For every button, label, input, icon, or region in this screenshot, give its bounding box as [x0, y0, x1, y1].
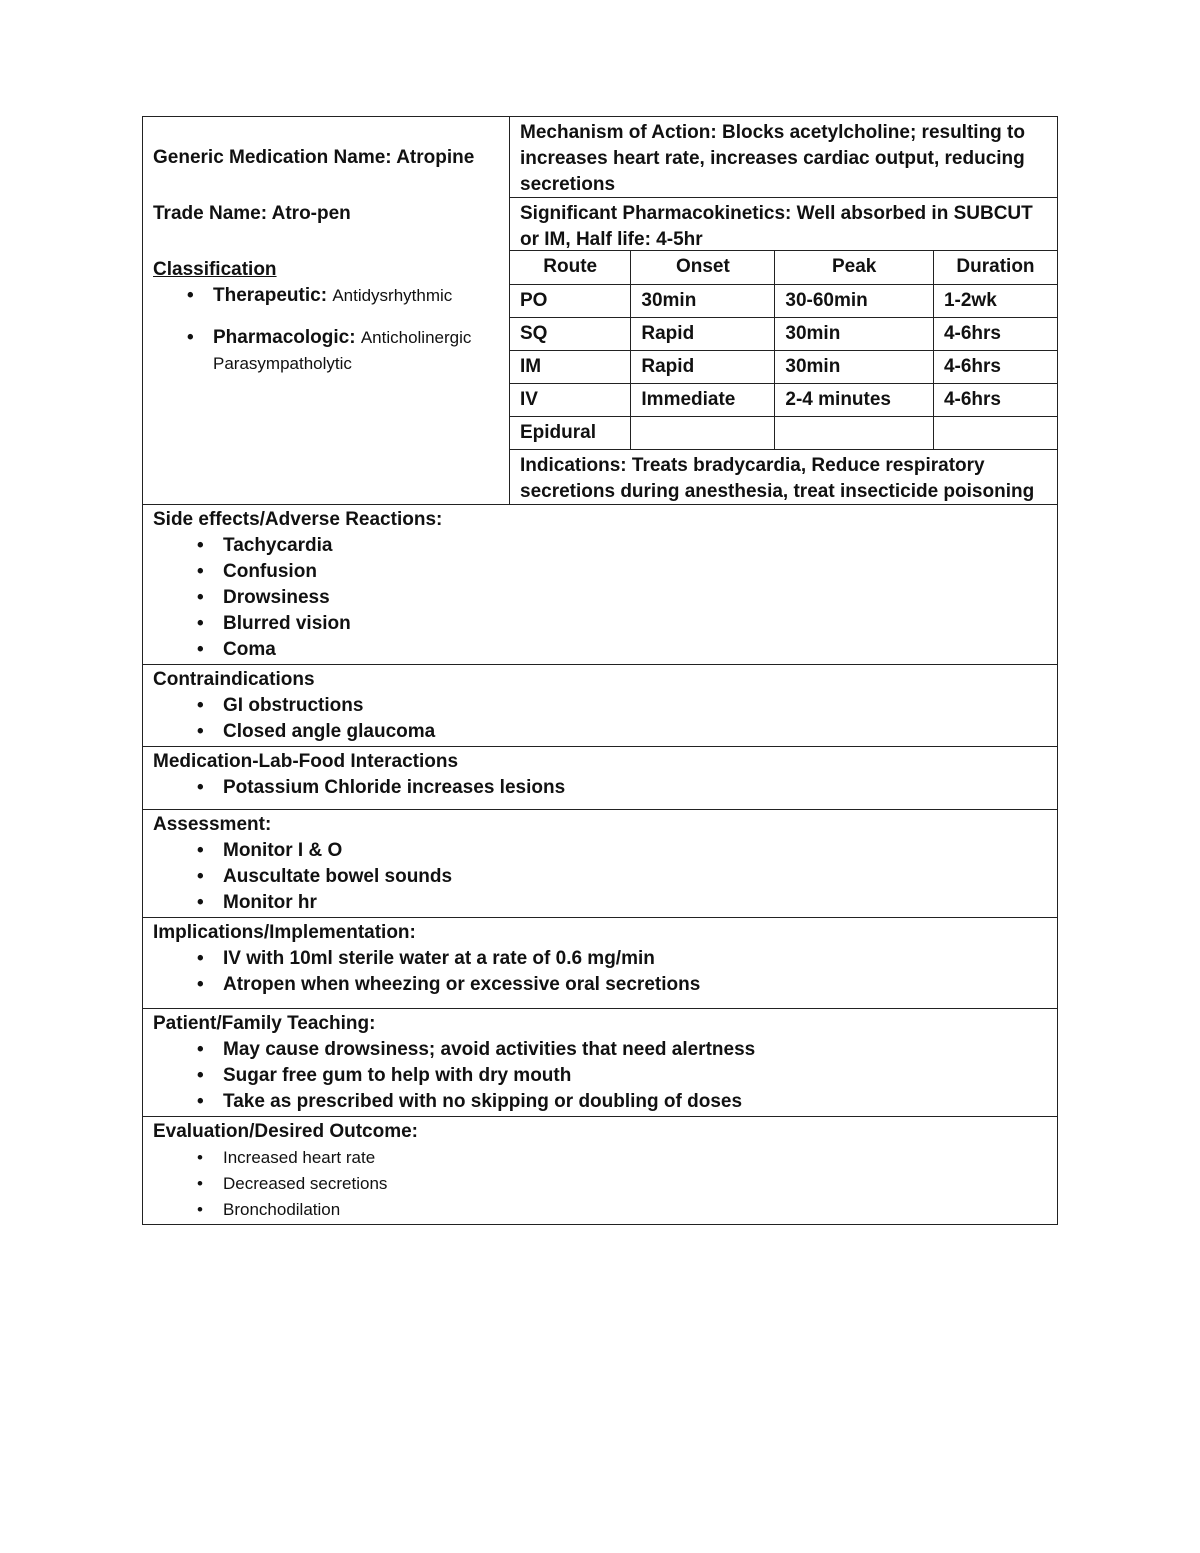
onset-cell: Rapid [631, 317, 775, 350]
interactions-list [153, 775, 1047, 801]
top-section [143, 117, 1057, 505]
therapeutic-item [153, 283, 499, 309]
mechanism-of-action: Mechanism of Action: Blocks acetylcholine; resulting to increases heart rate, increases cardiac output, reducing secretions [510, 117, 1057, 198]
classification-list [153, 283, 499, 377]
interactions-section [143, 747, 1057, 810]
route-cell: PO [510, 284, 631, 317]
list-item: • Increased heart rate [153, 1145, 1047, 1171]
list-item: • Atropen when wheezing or excessive oral secretions [153, 972, 1047, 998]
therapeutic-value: Antidysrhythmic [332, 286, 453, 305]
section-title: Side effects/Adverse Reactions: [153, 508, 443, 530]
section-title: Assessment: [153, 813, 272, 835]
route-cell: IM [510, 350, 631, 383]
table-row [510, 416, 1057, 449]
section-title: Implications/Implementation: [153, 921, 416, 943]
side-effects-section [143, 505, 1057, 665]
teaching-list [153, 1037, 1047, 1115]
pharmacologic-value: Anticholinergic Parasympatholytic [213, 328, 472, 373]
duration-cell [933, 416, 1057, 449]
list-item: • Monitor I & O [153, 838, 1047, 864]
list-item: • Tachycardia [153, 533, 1047, 559]
list-item: • Bronchodilation [153, 1197, 1047, 1223]
side-effects-list [153, 533, 1047, 663]
route-cell: SQ [510, 317, 631, 350]
list-item: • May cause drowsiness; avoid activities that need alertness [153, 1037, 1047, 1063]
peak-cell: 30min [775, 350, 934, 383]
list-item: • GI obstructions [153, 693, 1047, 719]
list-item: • Coma [153, 637, 1047, 663]
peak-cell: 2-4 minutes [775, 383, 934, 416]
list-item: • Monitor hr [153, 890, 1047, 916]
indications: Indications: Treats bradycardia, Reduce respiratory secretions during anesthesia, treat insecticide poisoning [520, 454, 1035, 502]
list-item: • Auscultate bowel sounds [153, 864, 1047, 890]
pharmacologic-item [153, 325, 499, 377]
section-title: Evaluation/Desired Outcome: [153, 1120, 419, 1142]
generic-name: Generic Medication Name: Atropine [153, 147, 475, 168]
onset-cell: Immediate [631, 383, 775, 416]
duration-cell: 1-2wk [933, 284, 1057, 317]
list-item: • Sugar free gum to help with dry mouth [153, 1063, 1047, 1089]
header-onset: Onset [631, 251, 775, 284]
table-row [510, 350, 1057, 383]
onset-cell [631, 416, 775, 449]
medication-card [142, 116, 1058, 1225]
route-table [510, 251, 1057, 450]
list-item: • Take as prescribed with no skipping or doubling of doses [153, 1089, 1047, 1115]
list-item: • Potassium Chloride increases lesions [153, 775, 1047, 801]
header-route: Route [510, 251, 631, 284]
evaluation-section [143, 1117, 1057, 1224]
peak-cell: 30-60min [775, 284, 934, 317]
section-title: Contraindications [153, 668, 315, 690]
duration-cell: 4-6hrs [933, 317, 1057, 350]
onset-cell: Rapid [631, 350, 775, 383]
classification-title: Classification [153, 259, 277, 280]
list-item: • IV with 10ml sterile water at a rate of 0.6 mg/min [153, 946, 1047, 972]
duration-cell: 4-6hrs [933, 383, 1057, 416]
peak-cell [775, 416, 934, 449]
pharmacologic-label: Pharmacologic: [213, 327, 356, 348]
table-row [510, 317, 1057, 350]
therapeutic-label: Therapeutic: [213, 285, 328, 306]
contraindications-list [153, 693, 1047, 745]
route-cell: IV [510, 383, 631, 416]
route-cell: Epidural [510, 416, 631, 449]
implications-list [153, 946, 1047, 998]
list-item: • Confusion [153, 559, 1047, 585]
table-row [510, 284, 1057, 317]
section-title: Medication-Lab-Food Interactions [153, 750, 459, 772]
pharmacology-panel [510, 117, 1057, 504]
duration-cell: 4-6hrs [933, 350, 1057, 383]
trade-name: Trade Name: Atro-pen [153, 203, 351, 224]
table-row [510, 383, 1057, 416]
assessment-list [153, 838, 1047, 916]
evaluation-list [153, 1145, 1047, 1223]
implications-section [143, 918, 1057, 1009]
onset-cell: 30min [631, 284, 775, 317]
header-duration: Duration [933, 251, 1057, 284]
header-peak: Peak [775, 251, 934, 284]
list-item: • Decreased secretions [153, 1171, 1047, 1197]
assessment-section [143, 810, 1057, 918]
contraindications-section [143, 665, 1057, 747]
teaching-section [143, 1009, 1057, 1117]
section-title: Patient/Family Teaching: [153, 1012, 376, 1034]
pharmacokinetics: Significant Pharmacokinetics: Well absorbed in SUBCUT or IM, Half life: 4-5hr [510, 198, 1057, 251]
peak-cell: 30min [775, 317, 934, 350]
list-item: • Blurred vision [153, 611, 1047, 637]
drug-identity-panel [143, 117, 510, 504]
route-table-header [510, 251, 1057, 284]
list-item: • Drowsiness [153, 585, 1047, 611]
list-item: • Closed angle glaucoma [153, 719, 1047, 745]
